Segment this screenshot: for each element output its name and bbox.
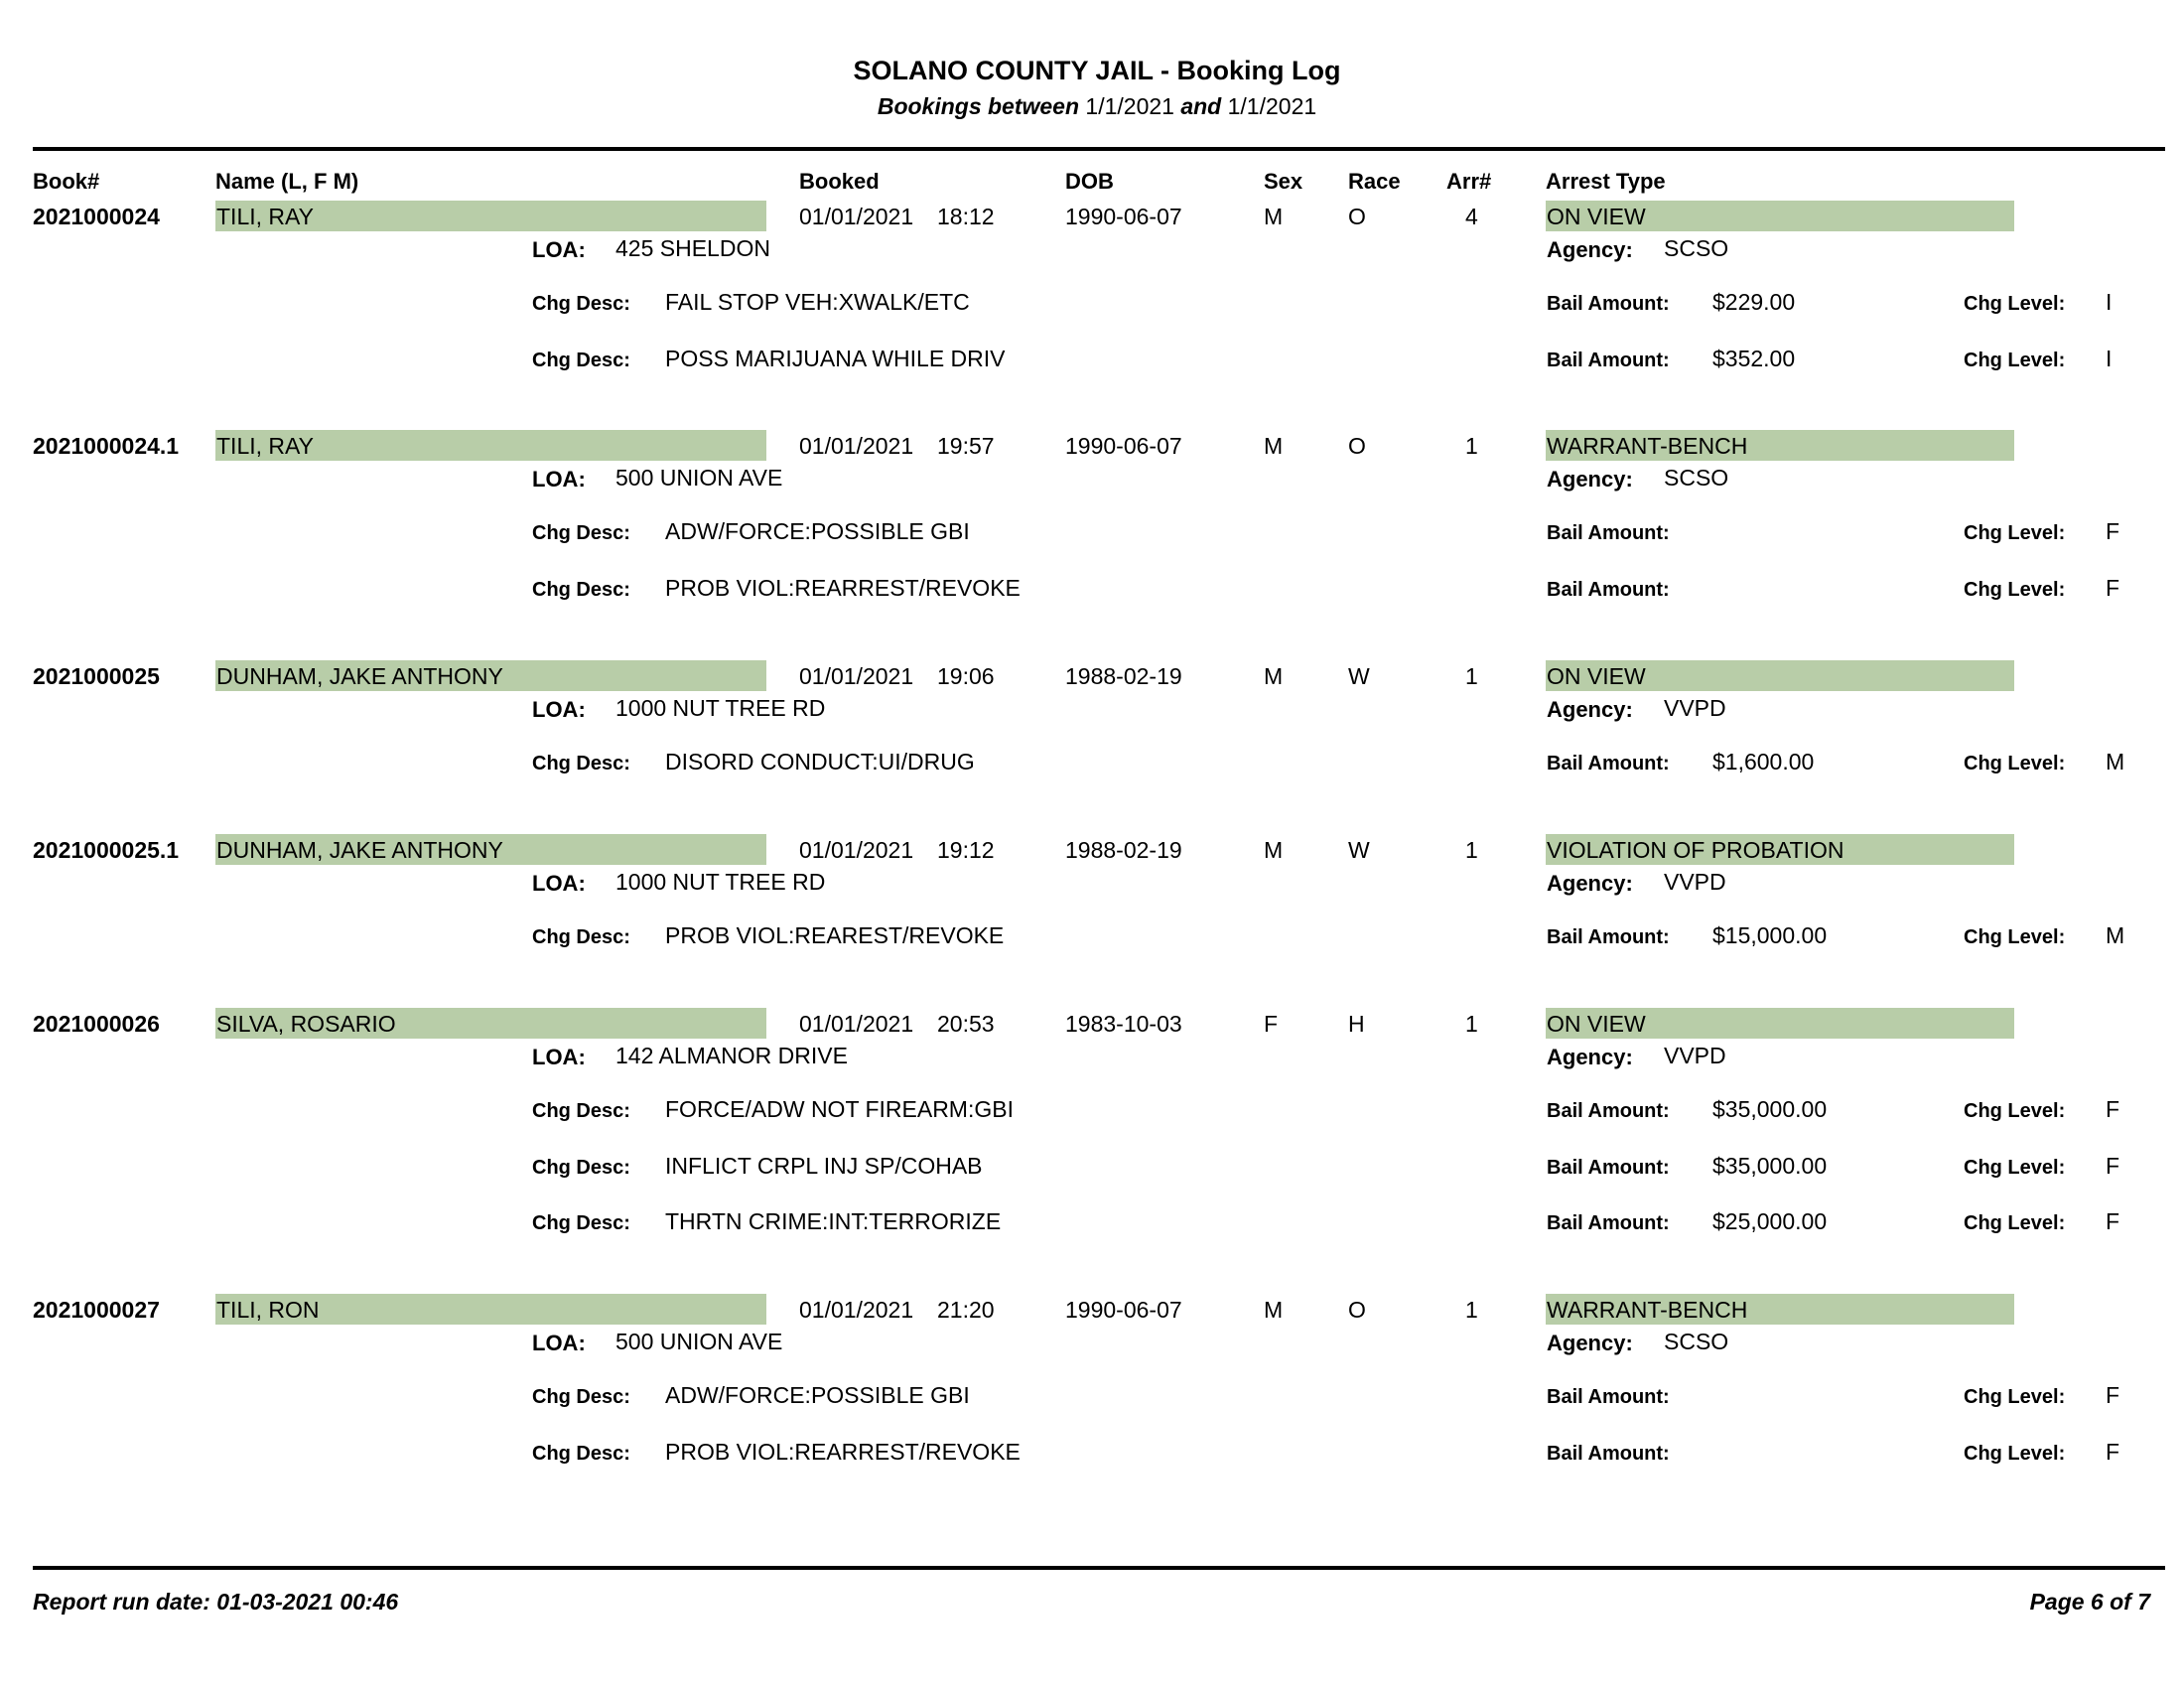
charge-description: FAIL STOP VEH:XWALK/ETC <box>665 289 970 315</box>
col-name: Name (L, F M) <box>215 169 359 194</box>
chg-level-label: Chg Level: <box>1964 350 2066 371</box>
chg-level-label: Chg Level: <box>1964 1157 2066 1179</box>
dob: 1990-06-07 <box>1065 204 1182 229</box>
booked-date: 01/01/2021 <box>799 663 914 689</box>
bail-amount-label: Bail Amount: <box>1547 522 1670 544</box>
agency-value: SCSO <box>1664 1329 1729 1354</box>
inmate-name: DUNHAM, JAKE ANTHONY <box>216 663 503 689</box>
dob: 1990-06-07 <box>1065 1297 1182 1323</box>
bail-amount: $352.00 <box>1712 346 1796 371</box>
col-arr: Arr# <box>1446 169 1492 194</box>
chg-desc-label: Chg Desc: <box>532 1157 630 1179</box>
subtitle-prefix: Bookings between <box>877 93 1080 119</box>
charge-description: DISORD CONDUCT:UI/DRUG <box>665 749 975 774</box>
chg-desc-label: Chg Desc: <box>532 753 630 774</box>
bail-amount: $1,600.00 <box>1712 749 1815 774</box>
chg-level-label: Chg Level: <box>1964 1100 2066 1122</box>
arrest-type: ON VIEW <box>1547 1011 1646 1037</box>
inmate-name: TILI, RON <box>216 1297 320 1323</box>
agency-value: VVPD <box>1664 869 1726 895</box>
loa-value: 425 SHELDON <box>615 235 770 261</box>
report-title: SOLANO COUNTY JAIL - Booking Log <box>853 56 1341 85</box>
agency-value: SCSO <box>1664 235 1729 261</box>
dob: 1983-10-03 <box>1065 1011 1182 1037</box>
charge-description: INFLICT CRPL INJ SP/COHAB <box>665 1153 983 1179</box>
race: H <box>1348 1011 1365 1037</box>
report-subtitle <box>0 93 2184 120</box>
race: O <box>1348 433 1366 459</box>
col-sex: Sex <box>1264 169 1303 194</box>
booked-time: 20:53 <box>937 1011 995 1037</box>
bail-amount-label: Bail Amount: <box>1547 579 1670 601</box>
bail-amount: $25,000.00 <box>1712 1208 1828 1234</box>
arrest-type: WARRANT-BENCH <box>1547 1297 1748 1323</box>
bail-amount: $15,000.00 <box>1712 922 1828 948</box>
arrest-number: 1 <box>1465 837 1478 863</box>
loa-label: LOA: <box>532 1331 586 1355</box>
sex: M <box>1264 837 1284 863</box>
charge-level: F <box>2106 1382 2120 1408</box>
loa-value: 500 UNION AVE <box>615 1329 783 1354</box>
agency-label: Agency: <box>1547 1045 1633 1069</box>
race: W <box>1348 837 1370 863</box>
bail-amount-label: Bail Amount: <box>1547 1443 1670 1465</box>
booked-time: 19:12 <box>937 837 995 863</box>
loa-label: LOA: <box>532 467 586 492</box>
loa-label: LOA: <box>532 1045 586 1069</box>
arrest-type: ON VIEW <box>1547 663 1646 689</box>
arrest-type: WARRANT-BENCH <box>1547 433 1748 459</box>
booked-time: 18:12 <box>937 204 995 229</box>
dob: 1988-02-19 <box>1065 837 1182 863</box>
chg-desc-label: Chg Desc: <box>532 1443 630 1465</box>
col-booked: Booked <box>799 169 880 194</box>
agency-label: Agency: <box>1547 871 1633 896</box>
charge-level: I <box>2106 346 2113 371</box>
loa-value: 142 ALMANOR DRIVE <box>615 1043 848 1068</box>
agency-value: VVPD <box>1664 1043 1726 1068</box>
chg-desc-label: Chg Desc: <box>532 579 630 601</box>
charge-description: PROB VIOL:REARREST/REVOKE <box>665 575 1021 601</box>
loa-value: 1000 NUT TREE RD <box>615 869 826 895</box>
charge-description: PROB VIOL:REARREST/REVOKE <box>665 1439 1021 1465</box>
chg-level-label: Chg Level: <box>1964 293 2066 315</box>
chg-level-label: Chg Level: <box>1964 1212 2066 1234</box>
loa-value: 1000 NUT TREE RD <box>615 695 826 721</box>
chg-desc-label: Chg Desc: <box>532 926 630 948</box>
col-race: Race <box>1348 169 1401 194</box>
charge-level: F <box>2106 1439 2120 1465</box>
inmate-name: DUNHAM, JAKE ANTHONY <box>216 837 503 863</box>
chg-desc-label: Chg Desc: <box>532 350 630 371</box>
charge-level: F <box>2106 1153 2120 1179</box>
agency-label: Agency: <box>1547 467 1633 492</box>
sex: F <box>1264 1011 1279 1037</box>
col-book: Book# <box>33 169 100 194</box>
race: O <box>1348 204 1366 229</box>
booked-time: 19:57 <box>937 433 995 459</box>
sex: M <box>1264 204 1284 229</box>
agency-label: Agency: <box>1547 697 1633 722</box>
chg-level-label: Chg Level: <box>1964 1443 2066 1465</box>
charge-level: M <box>2106 922 2125 948</box>
charge-level: F <box>2106 1096 2120 1122</box>
report-run-date: Report run date: 01-03-2021 00:46 <box>33 1589 399 1615</box>
charge-description: FORCE/ADW NOT FIREARM:GBI <box>665 1096 1014 1122</box>
arrest-number: 1 <box>1465 1011 1478 1037</box>
charge-level: F <box>2106 1208 2120 1234</box>
chg-level-label: Chg Level: <box>1964 1386 2066 1408</box>
arrest-number: 4 <box>1465 204 1478 229</box>
booked-date: 01/01/2021 <box>799 204 914 229</box>
top-rule <box>33 147 2165 151</box>
chg-desc-label: Chg Desc: <box>532 522 630 544</box>
charge-description: POSS MARIJUANA WHILE DRIV <box>665 346 1006 371</box>
charge-description: THRTN CRIME:INT:TERRORIZE <box>665 1208 1002 1234</box>
bail-amount: $35,000.00 <box>1712 1096 1828 1122</box>
booked-time: 21:20 <box>937 1297 995 1323</box>
subtitle-and: and <box>1180 93 1222 119</box>
loa-value: 500 UNION AVE <box>615 465 783 491</box>
booked-date: 01/01/2021 <box>799 1297 914 1323</box>
race: O <box>1348 1297 1366 1323</box>
book-number: 2021000024.1 <box>33 433 180 459</box>
chg-desc-label: Chg Desc: <box>532 1100 630 1122</box>
chg-level-label: Chg Level: <box>1964 926 2066 948</box>
bottom-rule <box>33 1566 2165 1570</box>
page-number: Page 6 of 7 <box>2029 1589 2150 1615</box>
date-from: 1/1/2021 <box>1085 93 1174 119</box>
booked-date: 01/01/2021 <box>799 1011 914 1037</box>
col-dob: DOB <box>1065 169 1114 194</box>
book-number: 2021000025 <box>33 663 160 689</box>
race: W <box>1348 663 1370 689</box>
arrest-type: VIOLATION OF PROBATION <box>1547 837 1844 863</box>
loa-label: LOA: <box>532 871 586 896</box>
inmate-name: SILVA, ROSARIO <box>216 1011 396 1037</box>
inmate-name: TILI, RAY <box>216 204 314 229</box>
arrest-type: ON VIEW <box>1547 204 1646 229</box>
agency-value: VVPD <box>1664 695 1726 721</box>
book-number: 2021000026 <box>33 1011 160 1037</box>
booked-time: 19:06 <box>937 663 995 689</box>
booked-date: 01/01/2021 <box>799 837 914 863</box>
chg-level-label: Chg Level: <box>1964 753 2066 774</box>
sex: M <box>1264 663 1284 689</box>
bail-amount: $35,000.00 <box>1712 1153 1828 1179</box>
arrest-number: 1 <box>1465 433 1478 459</box>
charge-description: ADW/FORCE:POSSIBLE GBI <box>665 518 970 544</box>
bail-amount: $229.00 <box>1712 289 1796 315</box>
agency-label: Agency: <box>1547 237 1633 262</box>
charge-description: PROB VIOL:REAREST/REVOKE <box>665 922 1005 948</box>
col-arrest-type: Arrest Type <box>1546 169 1666 194</box>
dob: 1990-06-07 <box>1065 433 1182 459</box>
bail-amount-label: Bail Amount: <box>1547 1386 1670 1408</box>
charge-level: M <box>2106 749 2125 774</box>
charge-level: F <box>2106 575 2120 601</box>
book-number: 2021000027 <box>33 1297 160 1323</box>
agency-label: Agency: <box>1547 1331 1633 1355</box>
bail-amount-label: Bail Amount: <box>1547 1212 1670 1234</box>
date-to: 1/1/2021 <box>1227 93 1317 119</box>
bail-amount-label: Bail Amount: <box>1547 1100 1670 1122</box>
booked-date: 01/01/2021 <box>799 433 914 459</box>
chg-desc-label: Chg Desc: <box>532 293 630 315</box>
loa-label: LOA: <box>532 697 586 722</box>
bail-amount-label: Bail Amount: <box>1547 1157 1670 1179</box>
charge-level: F <box>2106 518 2120 544</box>
chg-level-label: Chg Level: <box>1964 522 2066 544</box>
chg-desc-label: Chg Desc: <box>532 1212 630 1234</box>
bail-amount-label: Bail Amount: <box>1547 293 1670 315</box>
loa-label: LOA: <box>532 237 586 262</box>
charge-level: I <box>2106 289 2113 315</box>
arrest-number: 1 <box>1465 663 1478 689</box>
chg-desc-label: Chg Desc: <box>532 1386 630 1408</box>
sex: M <box>1264 433 1284 459</box>
charge-description: ADW/FORCE:POSSIBLE GBI <box>665 1382 970 1408</box>
book-number: 2021000025.1 <box>33 837 180 863</box>
chg-level-label: Chg Level: <box>1964 579 2066 601</box>
bail-amount-label: Bail Amount: <box>1547 753 1670 774</box>
dob: 1988-02-19 <box>1065 663 1182 689</box>
arrest-number: 1 <box>1465 1297 1478 1323</box>
book-number: 2021000024 <box>33 204 160 229</box>
agency-value: SCSO <box>1664 465 1729 491</box>
sex: M <box>1264 1297 1284 1323</box>
bail-amount-label: Bail Amount: <box>1547 350 1670 371</box>
inmate-name: TILI, RAY <box>216 433 314 459</box>
bail-amount-label: Bail Amount: <box>1547 926 1670 948</box>
